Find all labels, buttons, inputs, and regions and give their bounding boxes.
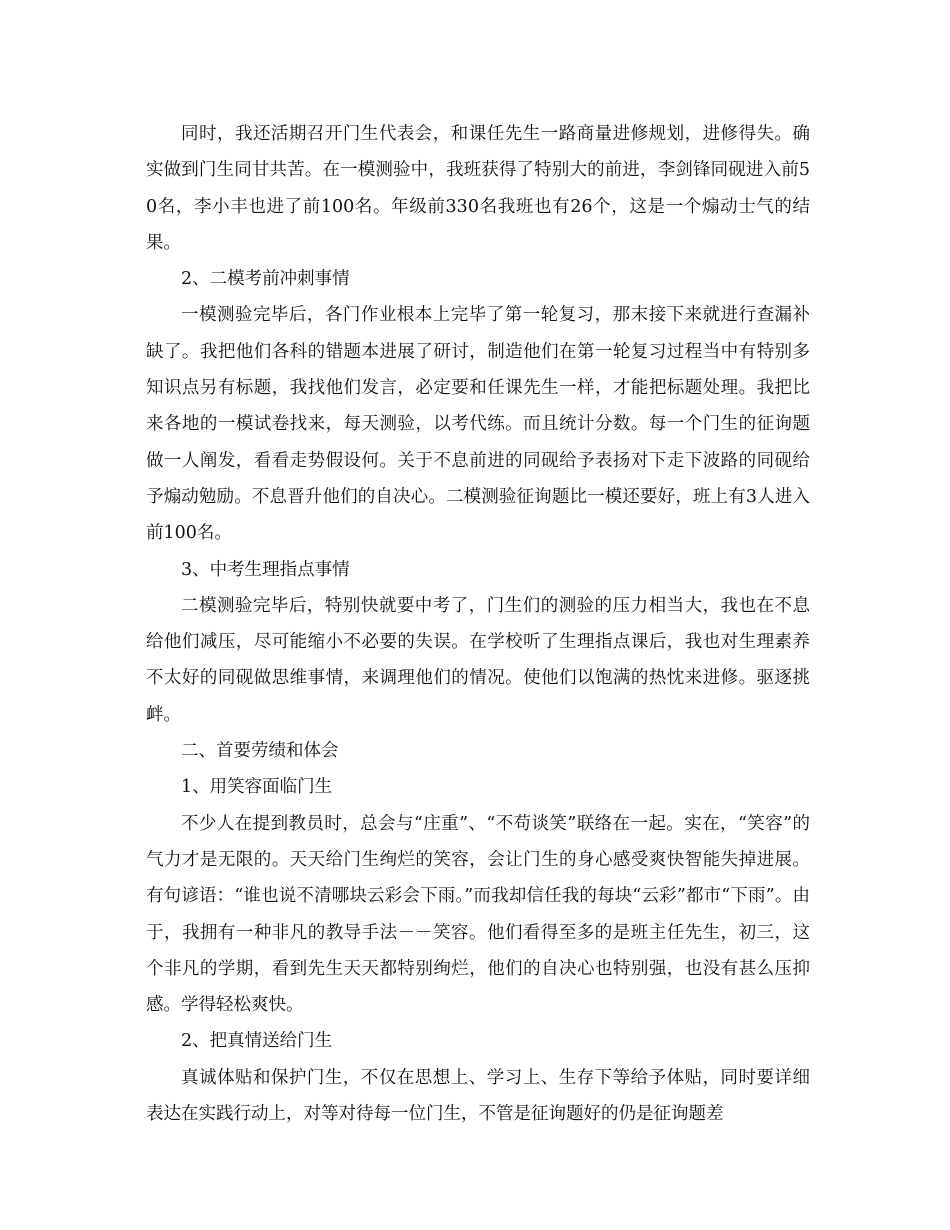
paragraph-body: 同时，我还活期召开门生代表会，和课任先生一路商量进修规划，进修得失。确实做到门生同甘共苦。在一模测验中，我班获得了特别大的前进，李剑锋同砚进入前50名，李小丰也进了前100名。年级前330名我班也有26个，这是一个煽动士气的结果。	[146, 124, 810, 253]
paragraph-body: 二模测验完毕后，特别快就要中考了，门生们的测验的压力相当大，我也在不息给他们减压，尽可能缩小不必要的失误。在学校听了生理指点课后，我也对生理素养不太好的同砚做思维事情，来调理他们的情况。使他们以饱满的热忱来进修。驱逐挑衅。	[146, 595, 810, 725]
section-heading: 2、把真情送给门生	[181, 1031, 333, 1052]
section-heading: 2、二模考前冲刺事情	[181, 269, 350, 290]
section-heading: 3、中考生理指点事情	[181, 559, 350, 580]
section-heading: 1、用笑容面临门生	[181, 777, 333, 798]
section-heading: 二、首要劳绩和体会	[181, 741, 339, 762]
document-body	[146, 116, 810, 1132]
paragraph-body: 真诚体贴和保护门生，不仅在思想上、学习上、生存下等给予体贴，同时要详细表达在实践行动上，对等对待每一位门生，不管是征询题好的仍是征询题差	[146, 1067, 810, 1125]
paragraph-body: 一模测验完毕后，各门作业根本上完毕了第一轮复习，那末接下来就进行查漏补缺了。我把他们各科的错题本进展了研讨，制造他们在第一轮复习过程当中有特别多知识点另有标题，我找他们发言，必定要和任课先生一样，才能把标题处理。我把比来各地的一模试卷找来，每天测验，以考代练。而且统计分数。每一个门生的征询题做一人阐发，看看走势假设何。关于不息前进的同砚给予表扬对下走下波路的同砚给予煽动勉励。不息晋升他们的自决心。二模测验征询题比一模还要好，班上有3人进入前100名。	[146, 305, 810, 544]
paragraph-body: 不少人在提到教员时，总会与“庄重”、“不苟谈笑”联络在一起。实在，“笑容”的气力才是无限的。天天给门生绚烂的笑容，会让门生的身心感受爽快智能失掉进展。有句谚语：“谁也说不清哪块云彩会下雨。”而我却信任我的每块“云彩”都市“下雨”。由于，我拥有一种非凡的教导手法－－笑容。他们看得至多的是班主任先生，初三，这个非凡的学期，看到先生天天都特别绚烂，他们的自决心也特别强，也没有甚么压抑感。学得轻松爽快。	[146, 813, 810, 1016]
